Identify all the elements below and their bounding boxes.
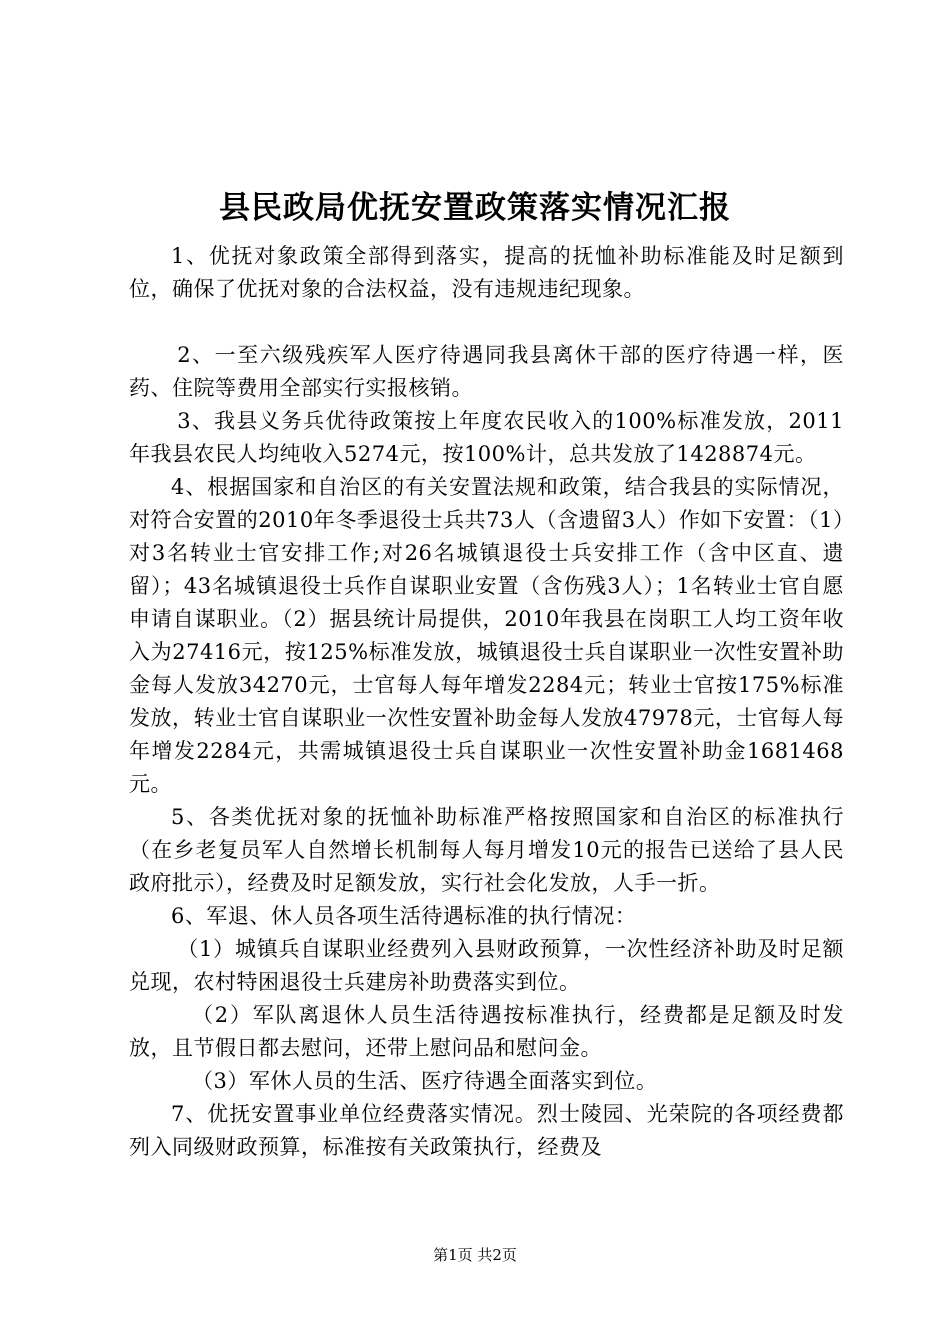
paragraph-6-item-2: （2）军队离退休人员生活待遇按标准执行，经费都是足额及时发放，且节假日都去慰问，还带上慰问品和慰问金。 [129, 1003, 844, 1060]
paragraph-6-item-3: （3）军休人员的生活、医疗待遇全面落实到位。 [192, 1069, 658, 1093]
paragraph-3: 3、我县义务兵优待政策按上年度农民收入的100%标准发放，2011年我县农民人均纯收入5274元，按100%计，总共发放了1428874元。 [129, 409, 844, 466]
paragraph-6: 6、军退、休人员各项生活待遇标准的执行情况： [171, 904, 637, 928]
document-body [129, 240, 844, 1164]
paragraph-4: 4、根据国家和自治区的有关安置法规和政策，结合我县的实际情况，对符合安置的2010年冬季退役士兵共73人（含遗留3人）作如下安置：（1）对3名转业士官安排工作;对26名城镇退役士兵安排工作（含中区直、遗留）；43名城镇退役士兵作自谋职业安置（含伤残3人）；1名转业士官自愿申请自谋职业。（2）据县统计局提供，2010年我县在岗职工人均工资年收入为27416元，按125%标准发放，城镇退役士兵自谋职业一次性安置补助金每人发放34270元，士官每人每年增发2284元；转业士官按175%标准发放，转业士官自谋职业一次性安置补助金每人发放47978元，士官每人每年增发2284元，共需城镇退役士兵自谋职业一次性安置补助金1681468元。 [129, 475, 844, 796]
page-footer: 第1页 共2页 [433, 1246, 517, 1264]
document-title: 县民政局优抚安置政策落实情况汇报 [219, 190, 731, 226]
paragraph-6-item-1: （1）城镇兵自谋职业经费列入县财政预算，一次性经济补助及时足额兑现，农村特困退役士兵建房补助费落实到位。 [129, 937, 844, 994]
paragraph-1: 1、优抚对象政策全部得到落实，提高的抚恤补助标准能及时足额到位，确保了优抚对象的合法权益，没有违规违纪现象。 [129, 244, 844, 301]
paragraph-7: 7、优抚安置事业单位经费落实情况。烈士陵园、光荣院的各项经费都列入同级财政预算，标准按有关政策执行，经费及 [129, 1102, 844, 1159]
paragraph-2: 2、一至六级残疾军人医疗待遇同我县离休干部的医疗待遇一样，医药、住院等费用全部实行实报核销。 [129, 343, 844, 400]
paragraph-5: 5、各类优抚对象的抚恤补助标准严格按照国家和自治区的标准执行（在乡老复员军人自然增长机制每人每月增发10元的报告已送给了县人民政府批示），经费及时足额发放，实行社会化发放，人手一折。 [129, 805, 844, 895]
